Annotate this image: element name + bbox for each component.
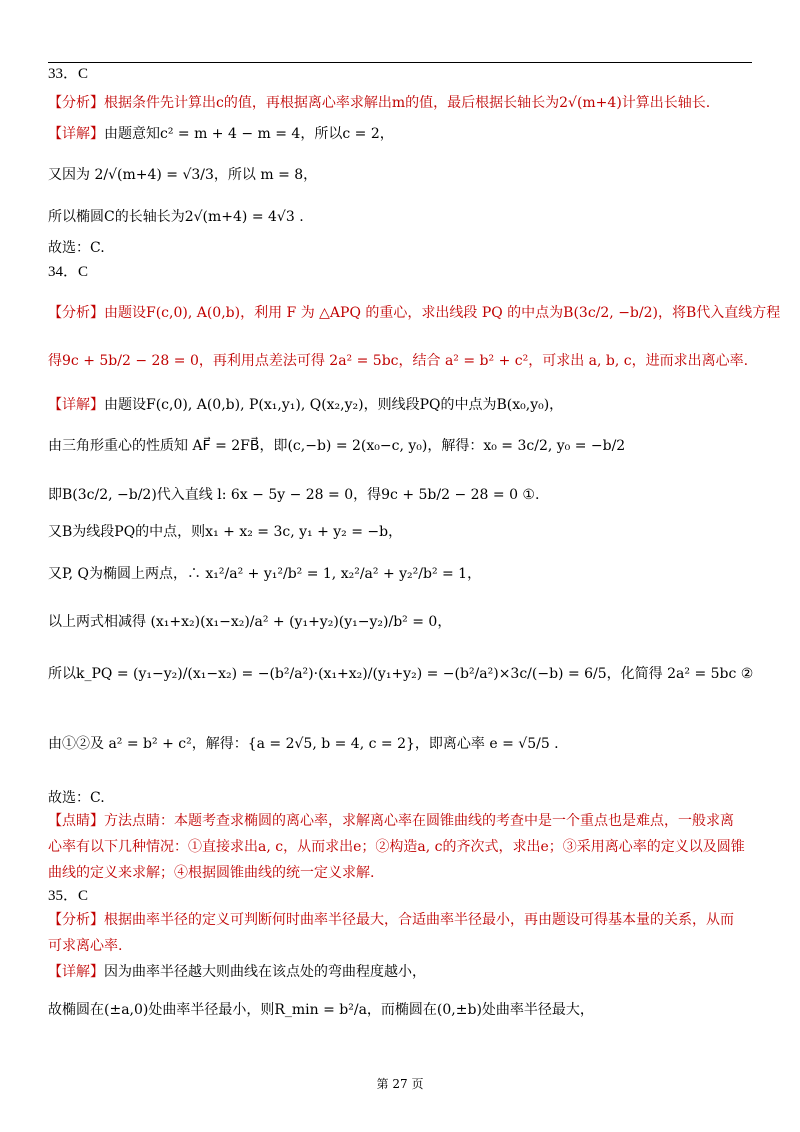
detail-paragraph [48,962,426,982]
analysis-text: 根据条件先计算出c的值，再根据离心率求解出m的值，最后根据长轴长为2√(m+4)计算出长轴长. [104,95,711,111]
tip-paragraph [48,811,734,831]
analysis-tag: 【分析】 [48,912,104,928]
detail-line: 所以椭圆C的长轴长为2√(m+4) = 4√3 . [48,209,304,225]
detail-text: 由题设F(c,0), A(0,b), P(x₁,y₁), Q(x₂,y₂)，则线段PQ的中点为B(x₀,y₀)， [104,397,564,413]
detail-line: 故椭圆在(±a,0)处曲率半径最小，则R_min = b²/a，而椭圆在(0,±b)处曲率半径最大， [48,1002,594,1018]
detail-line: 由①②及 a² = b² + c²，解得：{a = 2√5, b = 4, c = 2}，即离心率 e = √5/5 . [48,736,559,752]
detail-line: 又P, Q为椭圆上两点，∴ x₁²/a² + y₁²/b² = 1, x₂²/a² + y₂²/b² = 1， [48,566,482,582]
detail-line: 又因为 2/√(m+4) = √3/3，所以 m = 8， [48,167,318,183]
answer-line: 故选：C. [48,790,105,806]
analysis-tag: 【分析】 [48,95,104,111]
question-number: 35．C [48,888,89,904]
tip-text: 曲线的定义来求解；④根据圆锥曲线的统一定义求解. [48,865,375,881]
detail-text: 因为曲率半径越大则曲线在该点处的弯曲程度越小， [104,964,426,980]
analysis-tag: 【分析】 [48,305,104,321]
analysis-paragraph [48,910,734,930]
tip-text: 方法点睛：本题考查求椭圆的离心率，求解离心率在圆锥曲线的考查中是一个重点也是难点，一般求离 [104,813,734,829]
detail-paragraph [48,395,563,415]
detail-line: 又B为线段PQ的中点，则x₁ + x₂ = 3c, y₁ + y₂ = −b， [48,524,403,540]
analysis-paragraph [48,303,780,323]
tip-text: 心率有以下几种情况：①直接求出a, c，从而求出e；②构造a, c的齐次式，求出e；③采用离心率的定义以及圆锥 [48,839,745,855]
header-rule [48,62,752,63]
page-number: 第 27 页 [376,1077,424,1091]
detail-tag: 【详解】 [48,397,104,413]
detail-tag: 【详解】 [48,964,104,980]
analysis-text: 由题设F(c,0), A(0,b)，利用 F 为 △APQ 的重心，求出线段 PQ 的中点为B(3c/2, −b/2)，将B代入直线方程 [104,305,781,321]
tip-tag: 【点睛】 [48,813,104,829]
detail-text: 由题意知c² = m + 4 − m = 4，所以c = 2， [104,126,394,142]
detail-line: 由三角形重心的性质知 AF⃗ = 2FB⃗，即(c,−b) = 2(x₀−c, y₀)，解得：x₀ = 3c/2, y₀ = −b/2 [48,438,626,454]
answer-line: 故选：C. [48,240,105,256]
question-number: 33．C [48,66,89,82]
detail-line: 以上两式相减得 (x₁+x₂)(x₁−x₂)/a² + (y₁+y₂)(y₁−y₂)/b² = 0， [48,614,452,630]
analysis-text: 可求离心率. [48,938,123,954]
detail-tag: 【详解】 [48,126,104,142]
analysis-text: 得9c + 5b/2 − 28 = 0，再利用点差法可得 2a² = 5bc，结合 a² = b² + c²，可求出 a, b, c，进而求出离心率. [48,353,749,369]
analysis-paragraph [48,93,710,113]
detail-paragraph [48,124,394,144]
question-number: 34．C [48,264,89,280]
detail-line: 即B(3c/2, −b/2)代入直线 l: 6x − 5y − 28 = 0，得9c + 5b/2 − 28 = 0 ①. [48,487,540,503]
analysis-text: 根据曲率半径的定义可判断何时曲率半径最大，合适曲率半径最小，再由题设可得基本量的关系，从而 [104,912,734,928]
detail-line: 所以k_PQ = (y₁−y₂)/(x₁−x₂) = −(b²/a²)·(x₁+x₂)/(y₁+y₂) = −(b²/a²)×3c/(−b) = 6/5，化简得 2a² = 5bc ② [48,666,754,682]
